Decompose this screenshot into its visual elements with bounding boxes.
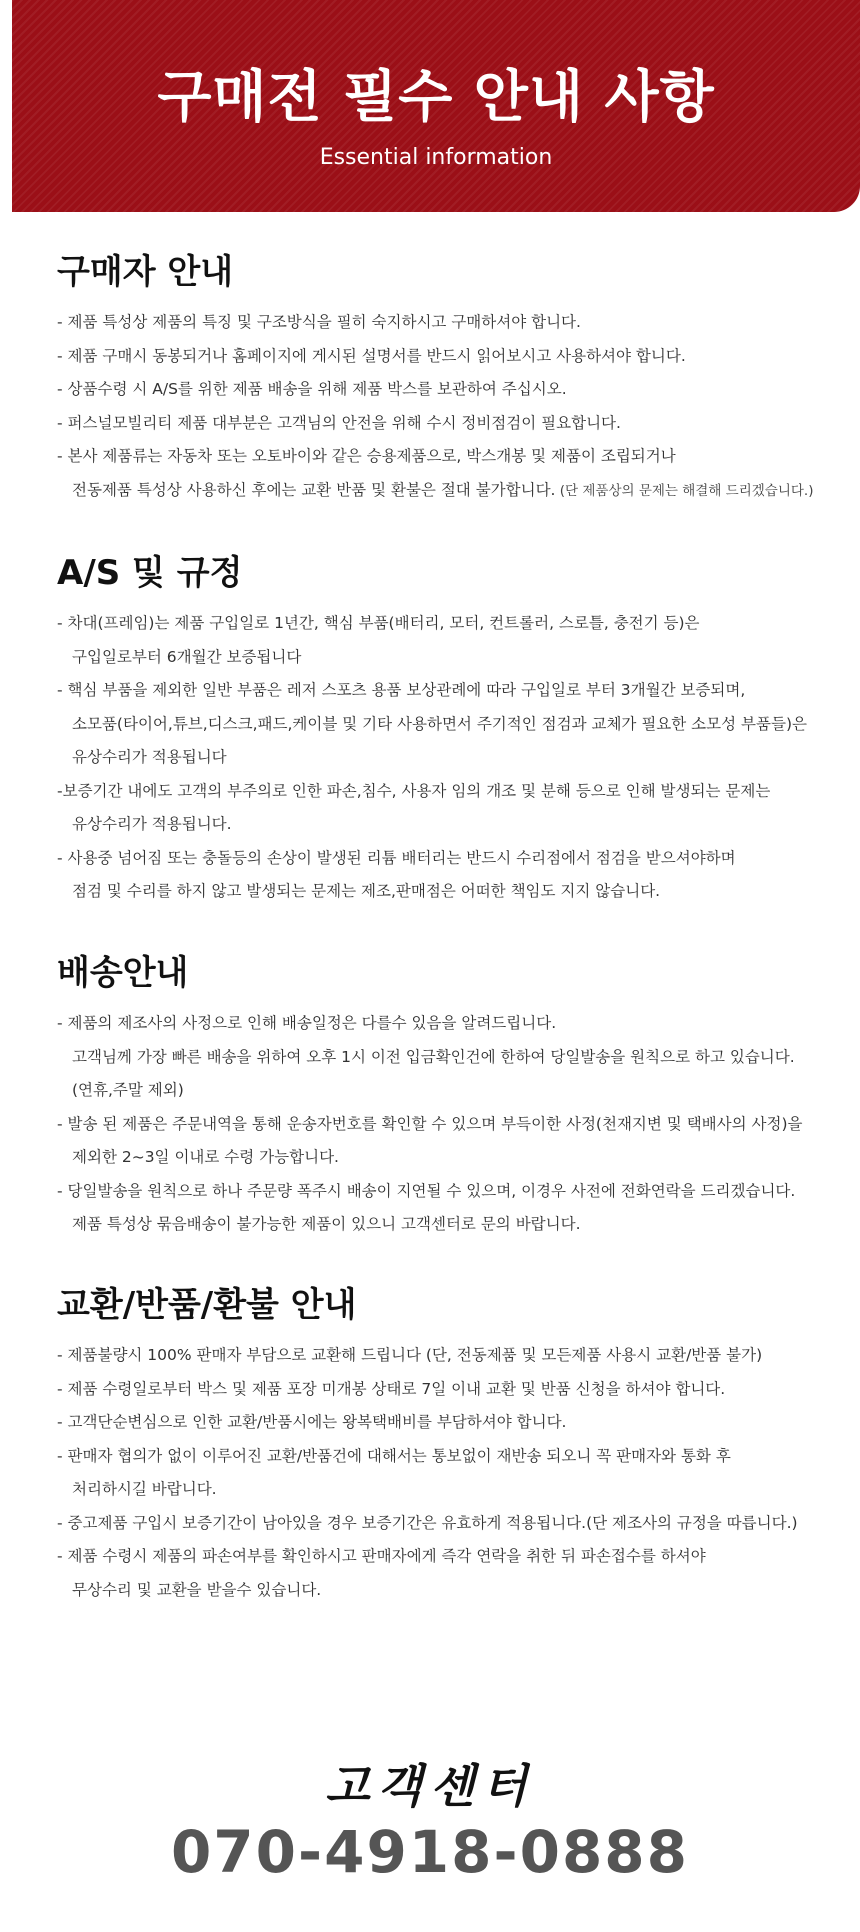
list-item-note: (단 제품상의 문제는 해결해 드리겠습니다.) xyxy=(555,482,814,499)
list-item-continued: 처리하시길 바랍니다. xyxy=(72,1480,217,1498)
list-item-continued: 점검 및 수리를 하지 않고 발생되는 문제는 제조,판매점은 어떠한 책임도 지지 않습니다. xyxy=(72,882,661,900)
customer-center-title: 고객센터 xyxy=(325,1759,535,1813)
list-item: - 제품 수령일로부터 박스 및 제품 포장 미개봉 상태로 7일 이내 교환 및 반품 신청을 하셔야 합니다. xyxy=(57,1379,726,1398)
list-item-continued: 제품 특성상 묶음배송이 불가능한 제품이 있으니 고객센터로 문의 바랍니다. xyxy=(72,1215,581,1233)
list-item-continued: 무상수리 및 교환을 받을수 있습니다. xyxy=(72,1580,322,1599)
list-item-continued: 구입일로부터 6개월간 보증됩니다 xyxy=(72,647,302,666)
page-subtitle: Essential information xyxy=(319,145,553,170)
list-item: - 제품 특성상 제품의 특징 및 구조방식을 필히 숙지하시고 구매하셔야 합니다. xyxy=(57,313,581,331)
list-item-continued: 제외한 2~3일 이내로 수령 가능합니다. xyxy=(72,1148,339,1166)
list-item-continued: 유상수리가 적용됩니다 xyxy=(72,748,227,766)
list-item: - 제품불량시 100% 판매자 부담으로 교환해 드립니다 (단, 전동제품 및 모든제품 사용시 교환/반품 불가) xyxy=(57,1346,763,1364)
list-item: - 사용중 넘어짐 또는 충돌등의 손상이 발생된 리튬 배터리는 반드시 수리점에서 점검을 받으셔야하며 xyxy=(57,848,736,867)
list-item-continued: (연휴,주말 제외) xyxy=(72,1081,184,1099)
list-item-continued xyxy=(57,474,847,508)
list-item: - 제품 구매시 동봉되거나 홈페이지에 게시된 설명서를 반드시 읽어보시고 사용하셔야 합니다. xyxy=(57,346,686,365)
page-title: 구매전 필수 안내 사항 xyxy=(157,65,715,130)
list-item: - 차대(프레임)는 제품 구입일로 1년간, 핵심 부품(배터리, 모터, 컨트롤러, 스로틀, 충전기 등)은 xyxy=(57,614,700,632)
exchange-return-section xyxy=(57,1283,847,1607)
list-item: - 중고제품 구입시 보증기간이 남아있을 경우 보증기간은 유효하게 적용됩니다.(단 제조사의 규정을 따릅니다.) xyxy=(57,1513,798,1532)
customer-center-phone[interactable]: 070-4918-0888 xyxy=(170,1818,690,1886)
section-heading: 배송안내 xyxy=(57,953,189,993)
list-item: - 당일발송을 원칙으로 하나 주문량 폭주시 배송이 지연될 수 있으며, 이경우 사전에 전화연락을 드리겠습니다. xyxy=(57,1181,796,1200)
section-heading: 구매자 안내 xyxy=(57,252,234,292)
as-policy-section xyxy=(57,551,847,909)
list-item: - 본사 제품류는 자동차 또는 오토바이와 같은 승용제품으로, 박스개봉 및 제품이 조립되거나 xyxy=(57,447,676,465)
list-item-text: 전동제품 특성상 사용하신 후에는 교환 반품 및 환불은 절대 불가합니다. xyxy=(72,480,556,499)
list-item: - 제품의 제조사의 사정으로 인해 배송일정은 다를수 있음을 알려드립니다. xyxy=(57,1014,557,1032)
list-item: -보증기간 내에도 고객의 부주의로 인한 파손,침수, 사용자 임의 개조 및 분해 등으로 인해 발생되는 문제는 xyxy=(57,781,771,800)
list-item-continued: 유상수리가 적용됩니다. xyxy=(72,815,232,833)
section-heading: A/S 및 규정 xyxy=(57,553,243,593)
shipping-section xyxy=(57,951,847,1242)
buyer-guide-section xyxy=(57,250,847,507)
list-item-continued: 소모품(타이어,튜브,디스크,패드,케이블 및 기타 사용하면서 주기적인 점검과 교체가 필요한 소모성 부품들)은 xyxy=(72,714,807,733)
list-item-continued: 고객님께 가장 빠른 배송을 위하여 오후 1시 이전 입금확인건에 한하여 당일발송을 원칙으로 하고 있습니다. xyxy=(72,1047,795,1066)
list-item: - 상품수령 시 A/S를 위한 제품 배송을 위해 제품 박스를 보관하여 주십시오. xyxy=(57,380,567,398)
list-item: - 판매자 협의가 없이 이루어진 교환/반품건에 대해서는 통보없이 재반송 되오니 꼭 판매자와 통화 후 xyxy=(57,1446,731,1465)
list-item: - 퍼스널모빌리티 제품 대부분은 고객님의 안전을 위해 수시 정비점검이 필요합니다. xyxy=(57,413,621,432)
section-heading: 교환/반품/환불 안내 xyxy=(57,1285,357,1325)
list-item: - 발송 된 제품은 주문내역을 통해 운송자번호를 확인할 수 있으며 부득이한 사정(천재지변 및 택배사의 사정)을 xyxy=(57,1114,803,1133)
header-banner xyxy=(12,0,860,212)
list-item: - 제품 수령시 제품의 파손여부를 확인하시고 판매자에게 즉각 연락을 취한 뒤 파손접수를 하셔야 xyxy=(57,1547,706,1565)
list-item: - 핵심 부품을 제외한 일반 부품은 레저 스포츠 용품 보상관례에 따라 구입일로 부터 3개월간 보증되며, xyxy=(57,681,746,699)
list-item: - 고객단순변심으로 인한 교환/반품시에는 왕복택배비를 부담하셔야 합니다. xyxy=(57,1413,567,1431)
